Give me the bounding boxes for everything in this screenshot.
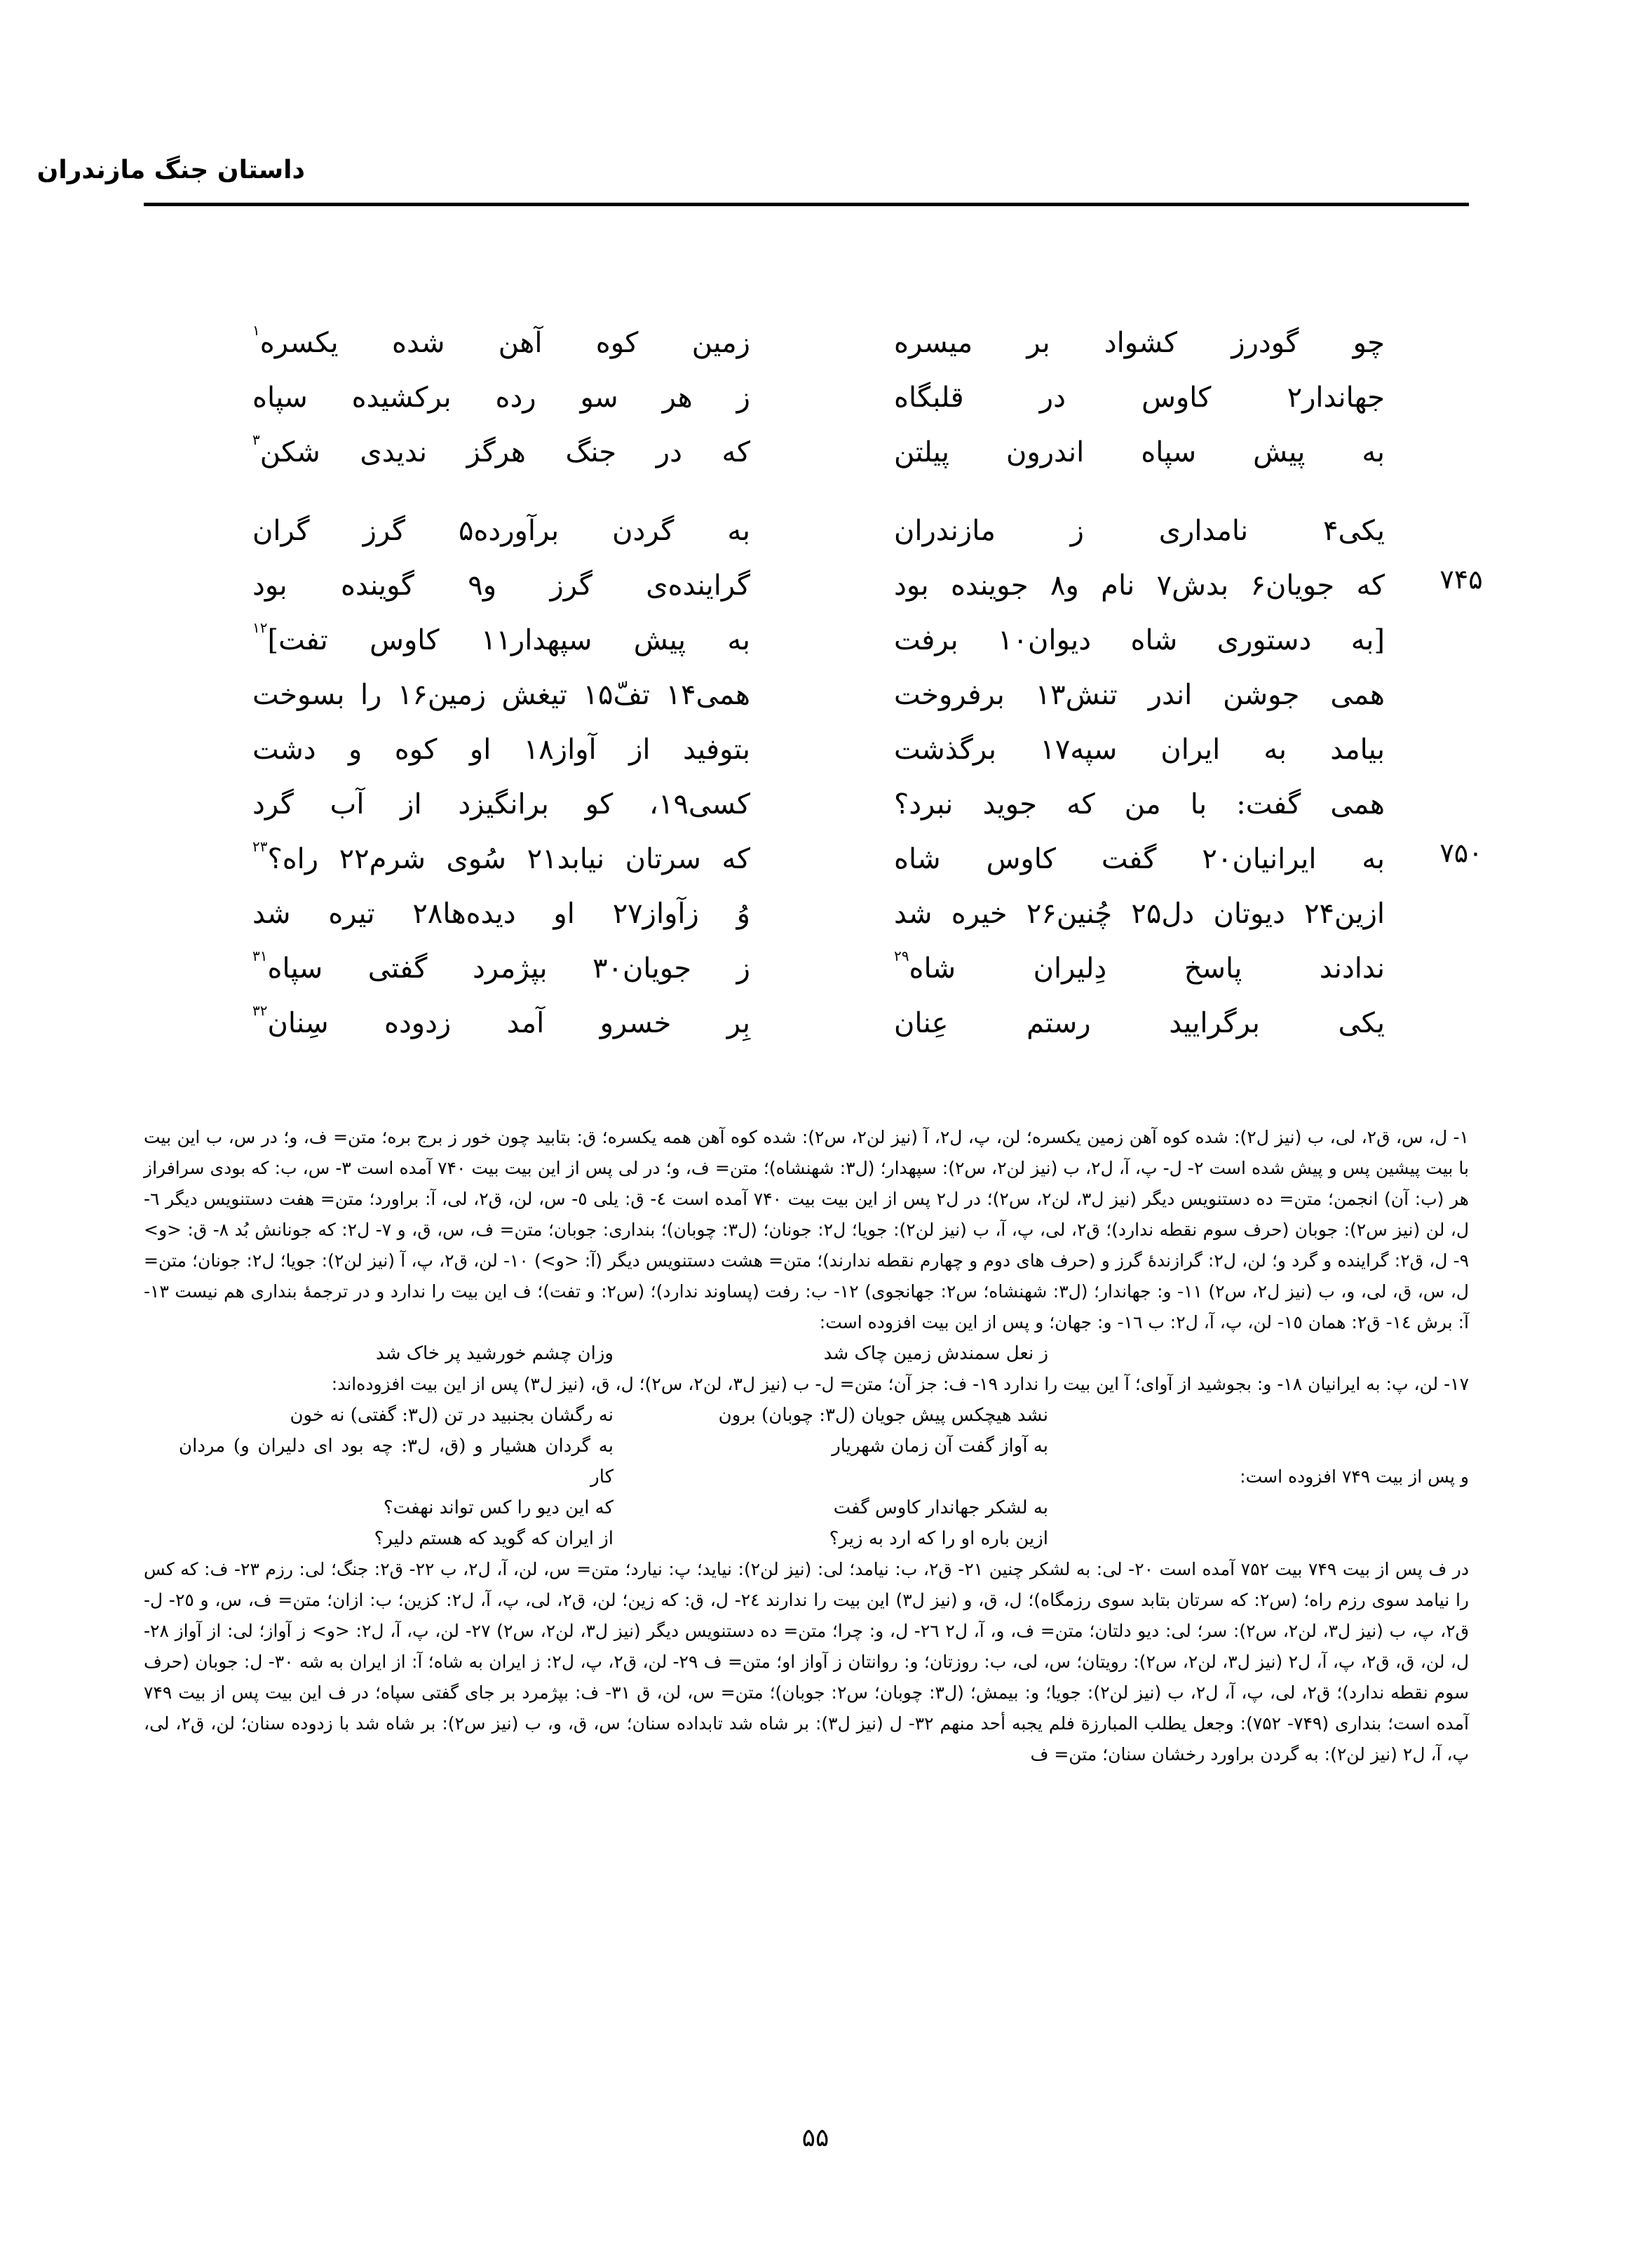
added-verse-right: ازین باره او را که ارد به زیر؟ <box>829 1528 1048 1549</box>
footnotes <box>144 1122 1469 1770</box>
hemistich-text: ازین۲۴ دیوتان دل۲۵ چُنین۲۶ خیره شد <box>894 898 1385 930</box>
hemistich-first <box>894 370 1385 425</box>
hemistich-second <box>252 425 750 480</box>
footnote-marker: ۱ <box>252 322 260 339</box>
hemistich-first <box>894 722 1385 777</box>
hemistich-second <box>252 558 750 613</box>
hemistich-second <box>252 832 750 886</box>
hemistich-text: که در جنگ هرگز ندیدی شکن <box>259 436 750 468</box>
footnote-marker: ۳ <box>252 431 260 448</box>
footnote-paragraph-2: ۱۷- لن، پ: به ایرانیان ۱۸- و: بجوشید از آوای؛ آ این بیت را ندارد ۱۹- ف: جز آن؛ متن= ل- ب (نیز ل۳، لن۲، س۲)؛ ل، ق، (نیز ل۳) پس از این بیت افزوده‌اند: <box>331 1374 1469 1394</box>
verse-row <box>252 425 1507 480</box>
stanza <box>252 316 1507 480</box>
hemistich-first <box>894 832 1385 886</box>
hemistich-first <box>894 558 1385 613</box>
page-number: ۵۵ <box>801 2124 829 2152</box>
hemistich-text: همی۱۴ تفّ۱۵ تیغش زمین۱۶ را بسوخت <box>252 679 751 711</box>
hemistich-text: همی جوشن اندر تنش۱۳ برفروخت <box>894 679 1385 711</box>
verse-row <box>252 996 1507 1051</box>
added-verse <box>144 1338 1469 1369</box>
hemistich-text: [به دستوری شاه دیوان۱۰ برفت <box>894 624 1385 656</box>
hemistich-first <box>894 996 1385 1051</box>
footnote-marker: ۲۹ <box>894 947 909 964</box>
hemistich-second <box>252 668 750 722</box>
poem-body <box>252 316 1507 1074</box>
hemistich-second <box>252 777 750 832</box>
hemistich-first <box>894 941 1385 996</box>
hemistich-text: ندادند پاسخ دِلیران شاه <box>909 952 1385 985</box>
hemistich-text: چو گودرز کشواد بر میسره <box>894 327 1385 359</box>
verse-row <box>252 370 1507 425</box>
footnote-paragraph-1: ۱- ل، س، ق۲، لی، ب (نیز ل۲): شده کوه آهن زمین یکسره؛ لن، پ، ل۲، آ (نیز لن۲، س۲): شده کوه آهن همه یکسره؛ ق: بتابید چون خور ز برج بره؛ متن= ف، و؛ در س، ب این بیت با بیت پیشین پس و پیش شده است ۲- ل- پ، آ، ل۲، ب (نیز لن۲، س۲): سپهدار؛ (ل۳: شهنشاه)؛ متن= ف، و؛ در لی پس از این بیت بیت ۷۴۰ آمده است ۳- س، ب: که بودی سرافراز هر (ب: آن) انجمن؛ متن= ده دستنویس دیگر (نیز ل۳، لن۲، س۲)؛ در ل۲ پس از این بیت بیت ۷۴۰ آمده است ٤- ق: یلی ٥- س، لن، ق۲، لی، آ: براورد؛ متن= هفت دستنویس دیگر ٦- ل، لن (نیز س۲): جوبان (حرف سوم نقطه ندارد)؛ ق۲، لی، پ، آ، ب (نیز لن۲): جویا؛ ل۲: جونان؛ (ل۳: چوبان)؛ بنداری: جوبان؛ متن= ف، س، ق، و ۷- ل۲: که جونانش بُد ۸- ق: <و> ۹- ل، ق۲: گراینده و گرد و؛ لن، ل۲: گرازندهٔ گرز و (حرف های دوم و چهارم نقطه ندارند)؛ متن= هشت دستنویس دیگر (آ: <و>) ۱۰- لن، ق۲، پ، آ (نیز لن۲): جویا؛ ل۲: جونان؛ متن= ل، س، ق، لی، و، ب (نیز ل۲، س۲) ۱۱- و: جهاندار؛ (ل۳: شهنشاه؛ س۲: جهانجوی) ۱۲- ب: رفت (پساوند ندارد)؛ (س۲: و تفت)؛ ف این بیت را ندارد و در ترجمهٔ بنداری هم نیست ۱۳- آ: برش ١٤- ق۲: همان ١٥- لن، پ، آ، ل۲: ب ١٦- و: جهان؛ و پس از این بیت افزوده است: <box>144 1127 1470 1332</box>
hemistich-text: که سرتان نیابد۲۱ سُوی شرم۲۲ راه؟ <box>267 843 750 875</box>
hemistich-text: همی گفت: با من که جوید نبرد؟ <box>894 788 1385 821</box>
verse-number: ۷۵۰ <box>1439 837 1483 868</box>
verse-row <box>252 886 1507 941</box>
hemistich-text: زمین کوه آهن شده یکسره <box>259 327 750 359</box>
hemistich-text: وُ زآواز۲۷ او دیده‌ها۲۸ تیره شد <box>252 898 750 930</box>
hemistich-text: یکی برگرایید رستم عِنان <box>894 1007 1385 1039</box>
footnote-paragraph-3: و پس از بیت ۷۴۹ افزوده است: <box>1240 1466 1469 1487</box>
running-title: داستان جنگ مازندران <box>36 156 305 184</box>
hemistich-first <box>894 425 1385 480</box>
verse-row <box>252 832 1507 886</box>
hemistich-second <box>252 613 750 668</box>
verse-row <box>252 613 1507 668</box>
hemistich-second <box>252 504 750 558</box>
hemistich-second <box>252 722 750 777</box>
hemistich-first <box>894 613 1385 668</box>
hemistich-first <box>894 316 1385 370</box>
verse-row <box>252 558 1507 613</box>
hemistich-text: یکی۴ نامداری ز مازندران <box>894 515 1385 547</box>
verse-row <box>252 777 1507 832</box>
added-verse-right: به آواز گفت آن زمان شهریار <box>832 1436 1048 1457</box>
hemistich-text: ز جویان۳۰ بپژمرد گفتی سپاه <box>267 952 750 985</box>
footnote-marker: ۳۲ <box>252 1002 268 1019</box>
added-verse <box>144 1492 1469 1523</box>
footnote-marker: ۳۱ <box>252 947 268 964</box>
hemistich-second <box>252 941 750 996</box>
verse-row <box>252 504 1507 558</box>
verse-row <box>252 316 1507 370</box>
hemistich-first <box>894 777 1385 832</box>
hemistich-second <box>252 996 750 1051</box>
hemistich-text: که جویان۶ بدش۷ نام و۸ جوینده بود <box>894 569 1385 602</box>
added-verse-left: که این دیو را کس تواند نهفت؟ <box>383 1497 614 1518</box>
added-verse <box>144 1523 1469 1554</box>
hemistich-first <box>894 886 1385 941</box>
hemistich-text: بِر خسرو آمد زدوده سِنان <box>267 1007 750 1039</box>
hemistich-text: به ایرانیان۲۰ گفت کاوس شاه <box>894 843 1385 875</box>
hemistich-second <box>252 316 750 370</box>
hemistich-text: به گردن برآورده۵ گرز گران <box>252 515 750 547</box>
hemistich-second <box>252 370 750 425</box>
verse-row <box>252 722 1507 777</box>
hemistich-text: کسی۱۹، کو برانگیزد از آب گرد <box>252 788 750 821</box>
hemistich-text: به پیش سپهدار۱۱ کاوس تفت] <box>267 624 750 656</box>
hemistich-first <box>894 668 1385 722</box>
stanza <box>252 504 1507 1051</box>
hemistich-text: بتوفید از آواز۱۸ او کوه و دشت <box>252 734 750 766</box>
footnote-paragraph-4: در ف پس از بیت ۷۴۹ بیت ۷۵۲ آمده است ۲۰- لی: به لشکر چنین ۲۱- ق۲، ب: نیامد؛ لی: (نیز لن۲): نیاید؛ پ: نیارد؛ متن= س، لن، آ، ل۲، ب ۲۲- ق۲: جنگ؛ لی: رزم ۲۳- ف: که کس را نیامد سوی رزم راه؛ (س۲: که سرتان بتابد سوی رزمگاه)؛ ل، ق، و (نیز ل۳) این بیت را ندارند ۲٤- ل، ق: که زین؛ لن، ق۲، لی، پ، آ، ل۲: کزین؛ ب: ازان؛ متن= ف، س، و ۲٥- ل- ق۲، پ، ب (نیز ل۳، لن۲، س۲): سر؛ لی: دیو دلتان؛ متن= ف، و، آ، ل۲ ۲٦- ل، و: چرا؛ متن= ده دستنویس دیگر (نیز ل۳، لن۲، س۲) ۲۷- لن، پ، آ، ل۲: <و> ز آواز؛ لی: از آواز ۲۸- ل، لن، ق، ق۲، پ، آ، ل۲ (نیز ل۳، لن۲، س۲): رویتان؛ س، لی، ب: روزتان؛ و: روانتان ز آواز او؛ متن= ف ۲۹- لن، ق۲، پ، ل۲: ز ایران به شاه؛ آ: از ایران به شه ۳۰- ل: جوبان (حرف سوم نقطه ندارد)؛ ق۲، لی، پ، آ، ل۲، ب (نیز لن۲): جویا؛ و: بیمش؛ (ل۳: چوبان؛ س۲: جوبان)؛ متن= س، لن، ق ۳۱- ف: بپژمرد بر جای گفتی سپاه؛ در ف این بیت پس از بیت ۷۴۹ آمده است؛ بنداری (۷۴۹- ۷۵۲): وجعل یطلب المبارزة فلم یجبه أحد منهم ۳۲- ل (نیز ل۳): بر شاه شد تابداده سنان؛ س، ق، و، ب (نیز س۲): بر شاه شد با زدوده سنان؛ لن، ق۲، لی، پ، آ، ل۲ (نیز لن۲): به گردن براورد رخشان سنان؛ متن= ف <box>144 1559 1470 1764</box>
hemistich-text: گراینده‌ی گرز و۹ گوینده بود <box>252 569 750 602</box>
added-verse-right: ز نعل سمندش زمین چاک شد <box>823 1343 1048 1364</box>
added-verse-left: از ایران که گوید که هستم دلیر؟ <box>374 1528 614 1549</box>
verse-row <box>252 668 1507 722</box>
verse-row <box>252 941 1507 996</box>
hemistich-text: به پیش سپاه اندرون پیلتن <box>894 436 1385 468</box>
hemistich-second <box>252 886 750 941</box>
footnote-marker: ۱۲ <box>252 619 268 636</box>
hemistich-text: بیامد به ایران سپه۱۷ برگذشت <box>894 734 1385 766</box>
verse-number: ۷۴۵ <box>1439 564 1483 595</box>
added-verse <box>144 1400 1469 1431</box>
header-rule <box>144 203 1469 206</box>
added-verse-left: به گردان هشیار و (ق، ل۳: چه بود ای دلیران و) مردان کار <box>179 1436 614 1487</box>
hemistich-text: جهاندار۲ کاوس در قلبگاه <box>894 382 1385 414</box>
hemistich-text: ز هر سو رده برکشیده سپاه <box>252 382 750 414</box>
added-verse-left: وزان چشم خورشید پر خاک شد <box>376 1343 614 1364</box>
added-verse-right: به لشکر جهاندار کاوس گفت <box>833 1497 1048 1518</box>
footnote-marker: ۲۳ <box>252 838 268 855</box>
added-verse-left: نه رگشان بجنبید در تن (ل۳: گفتی) نه خون <box>290 1405 614 1426</box>
hemistich-first <box>894 504 1385 558</box>
added-verse-right: نشد هیچکس پیش جویان (ل۳: چوبان) برون <box>718 1405 1048 1426</box>
